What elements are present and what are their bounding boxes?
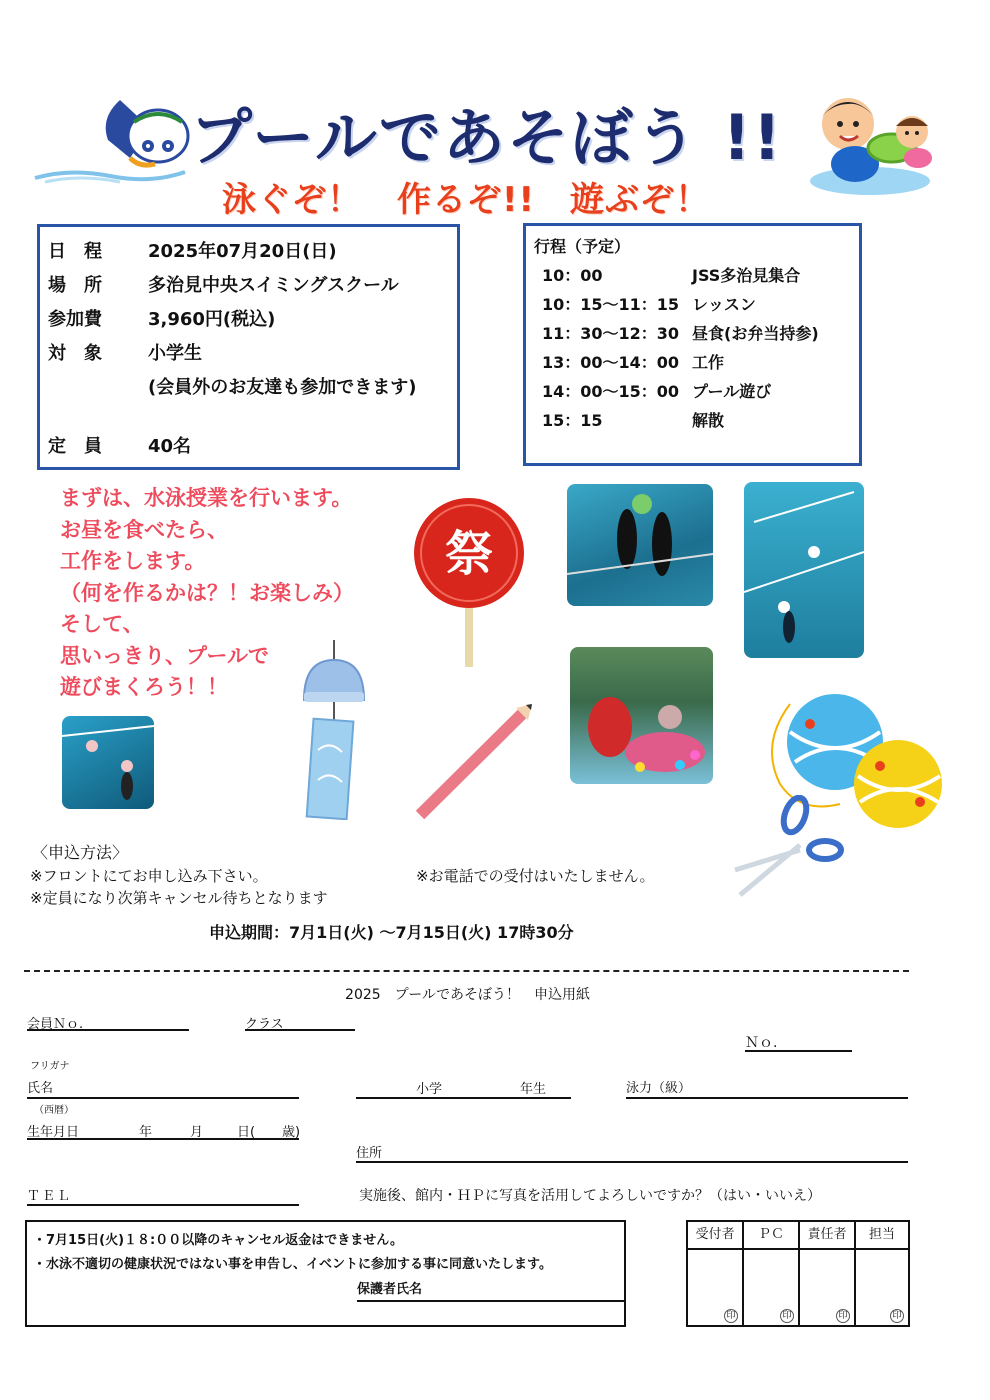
notice-box xyxy=(25,1220,626,1327)
stamp-table xyxy=(686,1220,910,1327)
schedule-row: 14：00～15：00 プール遊び xyxy=(542,382,772,401)
pencil-icon xyxy=(410,700,540,825)
info-row-date: 日 程 2025年07月20日(日) xyxy=(48,241,337,262)
application-note-phone: ※お電話での受付はいたしません。 xyxy=(416,867,655,885)
schedule-row: 15：15 解散 xyxy=(542,411,725,430)
event-info-box xyxy=(37,224,460,470)
pool-photo-3 xyxy=(62,716,154,809)
event-message: まずは、水泳授業を行います。 お昼を食べたら、 工作をします。 （何を作るかは？！お楽しみ） そして、 思いっきり、プールで 遊びまくろう！！ xyxy=(60,486,354,699)
address-field[interactable]: 住所 xyxy=(356,1142,908,1163)
application-heading: 〈申込方法〉 xyxy=(32,843,129,862)
stamp-cell-pc: ＰＣ 印 xyxy=(744,1222,800,1325)
pool-photo-1 xyxy=(567,484,713,606)
page-title: プールであそぼう !! xyxy=(190,101,784,174)
cut-line xyxy=(24,970,909,972)
schedule-row: 13：00～14：00 工作 xyxy=(542,353,725,372)
form-title: 2025 プールであそぼう！ 申込用紙 xyxy=(345,987,590,1003)
info-row-target-note: (会員外のお友達も参加できます) xyxy=(148,377,417,398)
schedule-row: 11：30～12：30 昼食(お弁当持参) xyxy=(542,324,819,343)
info-row-place: 場 所 多治見中央スイミングスクール xyxy=(48,275,399,296)
tel-field[interactable]: ＴＥＬ xyxy=(27,1185,299,1206)
swim-level-field[interactable]: 泳力（級） xyxy=(626,1077,908,1099)
seireki-label: （西暦） xyxy=(34,1105,74,1116)
stamp-cell-receiver: 受付者 印 xyxy=(688,1222,744,1325)
notice-refund: ・7月15日(火)１８:００以降のキャンセル返金はできません。 xyxy=(33,1233,403,1248)
notice-health: ・水泳不適切の健康状況ではない事を申告し、イベントに参加する事に同意いたします。 xyxy=(33,1257,552,1272)
no-field[interactable]: Ｎｏ. xyxy=(745,1032,852,1052)
schedule-row: 10：15～11：15 レッスン xyxy=(542,295,756,314)
schedule-box xyxy=(523,223,862,466)
penguin-mascot-icon xyxy=(30,98,190,188)
scissors-icon xyxy=(730,795,845,905)
birthdate-field[interactable]: 生年月日 年 月 日( 歳) xyxy=(27,1121,299,1140)
stamp-cell-staff: 担当 印 xyxy=(856,1222,908,1325)
application-period: 申込期間：7月1日(火) ～7月15日(火) 17時30分 xyxy=(209,923,574,942)
school-grade-field[interactable]: 小学 年生 xyxy=(356,1078,571,1099)
wind-chime-icon xyxy=(296,640,376,820)
stamp-cell-manager: 責任者 印 xyxy=(800,1222,856,1325)
schedule-heading: 行程（予定） xyxy=(534,237,631,256)
uchiwa-fan-icon: 祭 xyxy=(410,497,528,667)
page-subtitle: 泳ぐぞ！ 作るぞ!! 遊ぶぞ！ xyxy=(222,180,711,220)
info-row-target: 対 象 小学生 xyxy=(48,343,202,364)
member-no-field[interactable]: 会員Ｎｏ. xyxy=(27,1013,189,1031)
crafting-photo xyxy=(570,647,713,784)
photo-consent-question: 実施後、館内・ＨＰに写真を活用してよろしいですか？（はい・いいえ） xyxy=(359,1188,821,1204)
application-note-front: ※フロントにてお申し込み下さい。 xyxy=(30,867,268,885)
info-row-capacity: 定 員 40名 xyxy=(48,436,192,457)
kids-swimming-icon xyxy=(800,86,950,201)
application-note-waitlist: ※定員になり次第キャンセル待ちとなります xyxy=(30,889,328,907)
name-field[interactable]: 氏名 xyxy=(27,1077,299,1099)
info-row-fee: 参加費 3,960円(税込) xyxy=(48,309,276,330)
pool-photo-2 xyxy=(744,482,864,658)
furigana-label: フリガナ xyxy=(30,1061,70,1072)
guardian-name-field[interactable]: 保護者氏名 xyxy=(357,1278,626,1302)
schedule-row: 10：00 JSS多治見集合 xyxy=(542,266,801,285)
class-field[interactable]: クラス xyxy=(245,1013,355,1031)
